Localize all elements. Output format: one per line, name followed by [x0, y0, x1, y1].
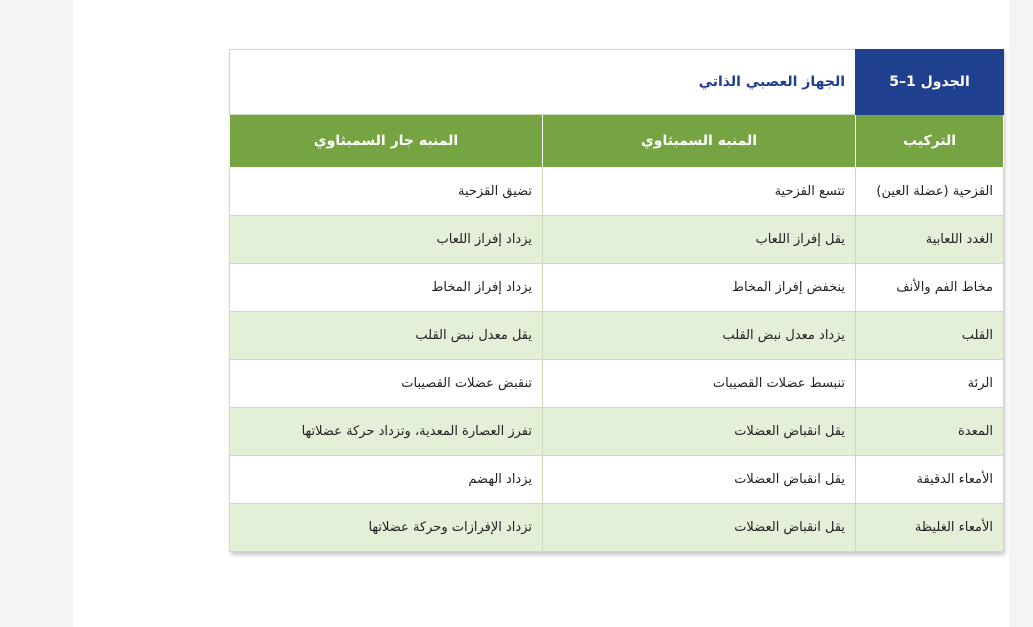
cell-sympathetic: يزداد معدل نبض القلب — [543, 312, 856, 360]
cell-sympathetic: يقل انقباض العضلات — [543, 504, 856, 552]
cell-parasympathetic: تزداد الإفرازات وحركة عضلاتها — [230, 504, 543, 552]
cell-sympathetic: يقل انقباض العضلات — [543, 408, 856, 456]
autonomic-nervous-system-table — [229, 49, 1003, 552]
table-row — [230, 312, 1004, 360]
cell-parasympathetic: تضيق القزحية — [230, 168, 543, 216]
cell-structure: الرئة — [856, 360, 1004, 408]
cell-sympathetic: تتسع القزحية — [543, 168, 856, 216]
cell-structure: الأمعاء الدقيقة — [856, 456, 1004, 504]
table-row — [230, 360, 1004, 408]
cell-sympathetic: يقل انقباض العضلات — [543, 456, 856, 504]
cell-sympathetic: ينخفض إفراز المخاط — [543, 264, 856, 312]
table-row — [230, 216, 1004, 264]
cell-parasympathetic: يقل معدل نبض القلب — [230, 312, 543, 360]
column-header-sympathetic: المنبه السمبثاوي — [543, 115, 856, 168]
cell-structure: الأمعاء الغليظة — [856, 504, 1004, 552]
table-number-label: الجدول 1–5 — [856, 50, 1004, 115]
table-row — [230, 408, 1004, 456]
table-row — [230, 264, 1004, 312]
table-row — [230, 168, 1004, 216]
cell-parasympathetic: يزداد إفراز اللعاب — [230, 216, 543, 264]
cell-structure: مخاط الفم والأنف — [856, 264, 1004, 312]
cell-sympathetic: يقل إفراز اللعاب — [543, 216, 856, 264]
table-title: الجهاز العصبي الذاتي — [230, 50, 856, 115]
cell-structure: القزحية (عضلة العين) — [856, 168, 1004, 216]
cell-structure: الغدد اللعابية — [856, 216, 1004, 264]
cell-parasympathetic: تنقبض عضلات القصيبات — [230, 360, 543, 408]
cell-parasympathetic: يزداد الهضم — [230, 456, 543, 504]
column-header-parasympathetic: المنبه جار السمبثاوي — [230, 115, 543, 168]
table-row — [230, 456, 1004, 504]
cell-structure: القلب — [856, 312, 1004, 360]
document-page — [73, 0, 1009, 627]
data-table — [229, 49, 1004, 552]
cell-structure: المعدة — [856, 408, 1004, 456]
cell-parasympathetic: تفرز العصارة المعدية، وتزداد حركة عضلاتها — [230, 408, 543, 456]
cell-parasympathetic: يزداد إفراز المخاط — [230, 264, 543, 312]
table-row — [230, 504, 1004, 552]
cell-sympathetic: تنبسط عضلات القصيبات — [543, 360, 856, 408]
column-header-structure: التركيب — [856, 115, 1004, 168]
table-header-row — [230, 115, 1004, 168]
table-title-row — [230, 50, 1004, 115]
